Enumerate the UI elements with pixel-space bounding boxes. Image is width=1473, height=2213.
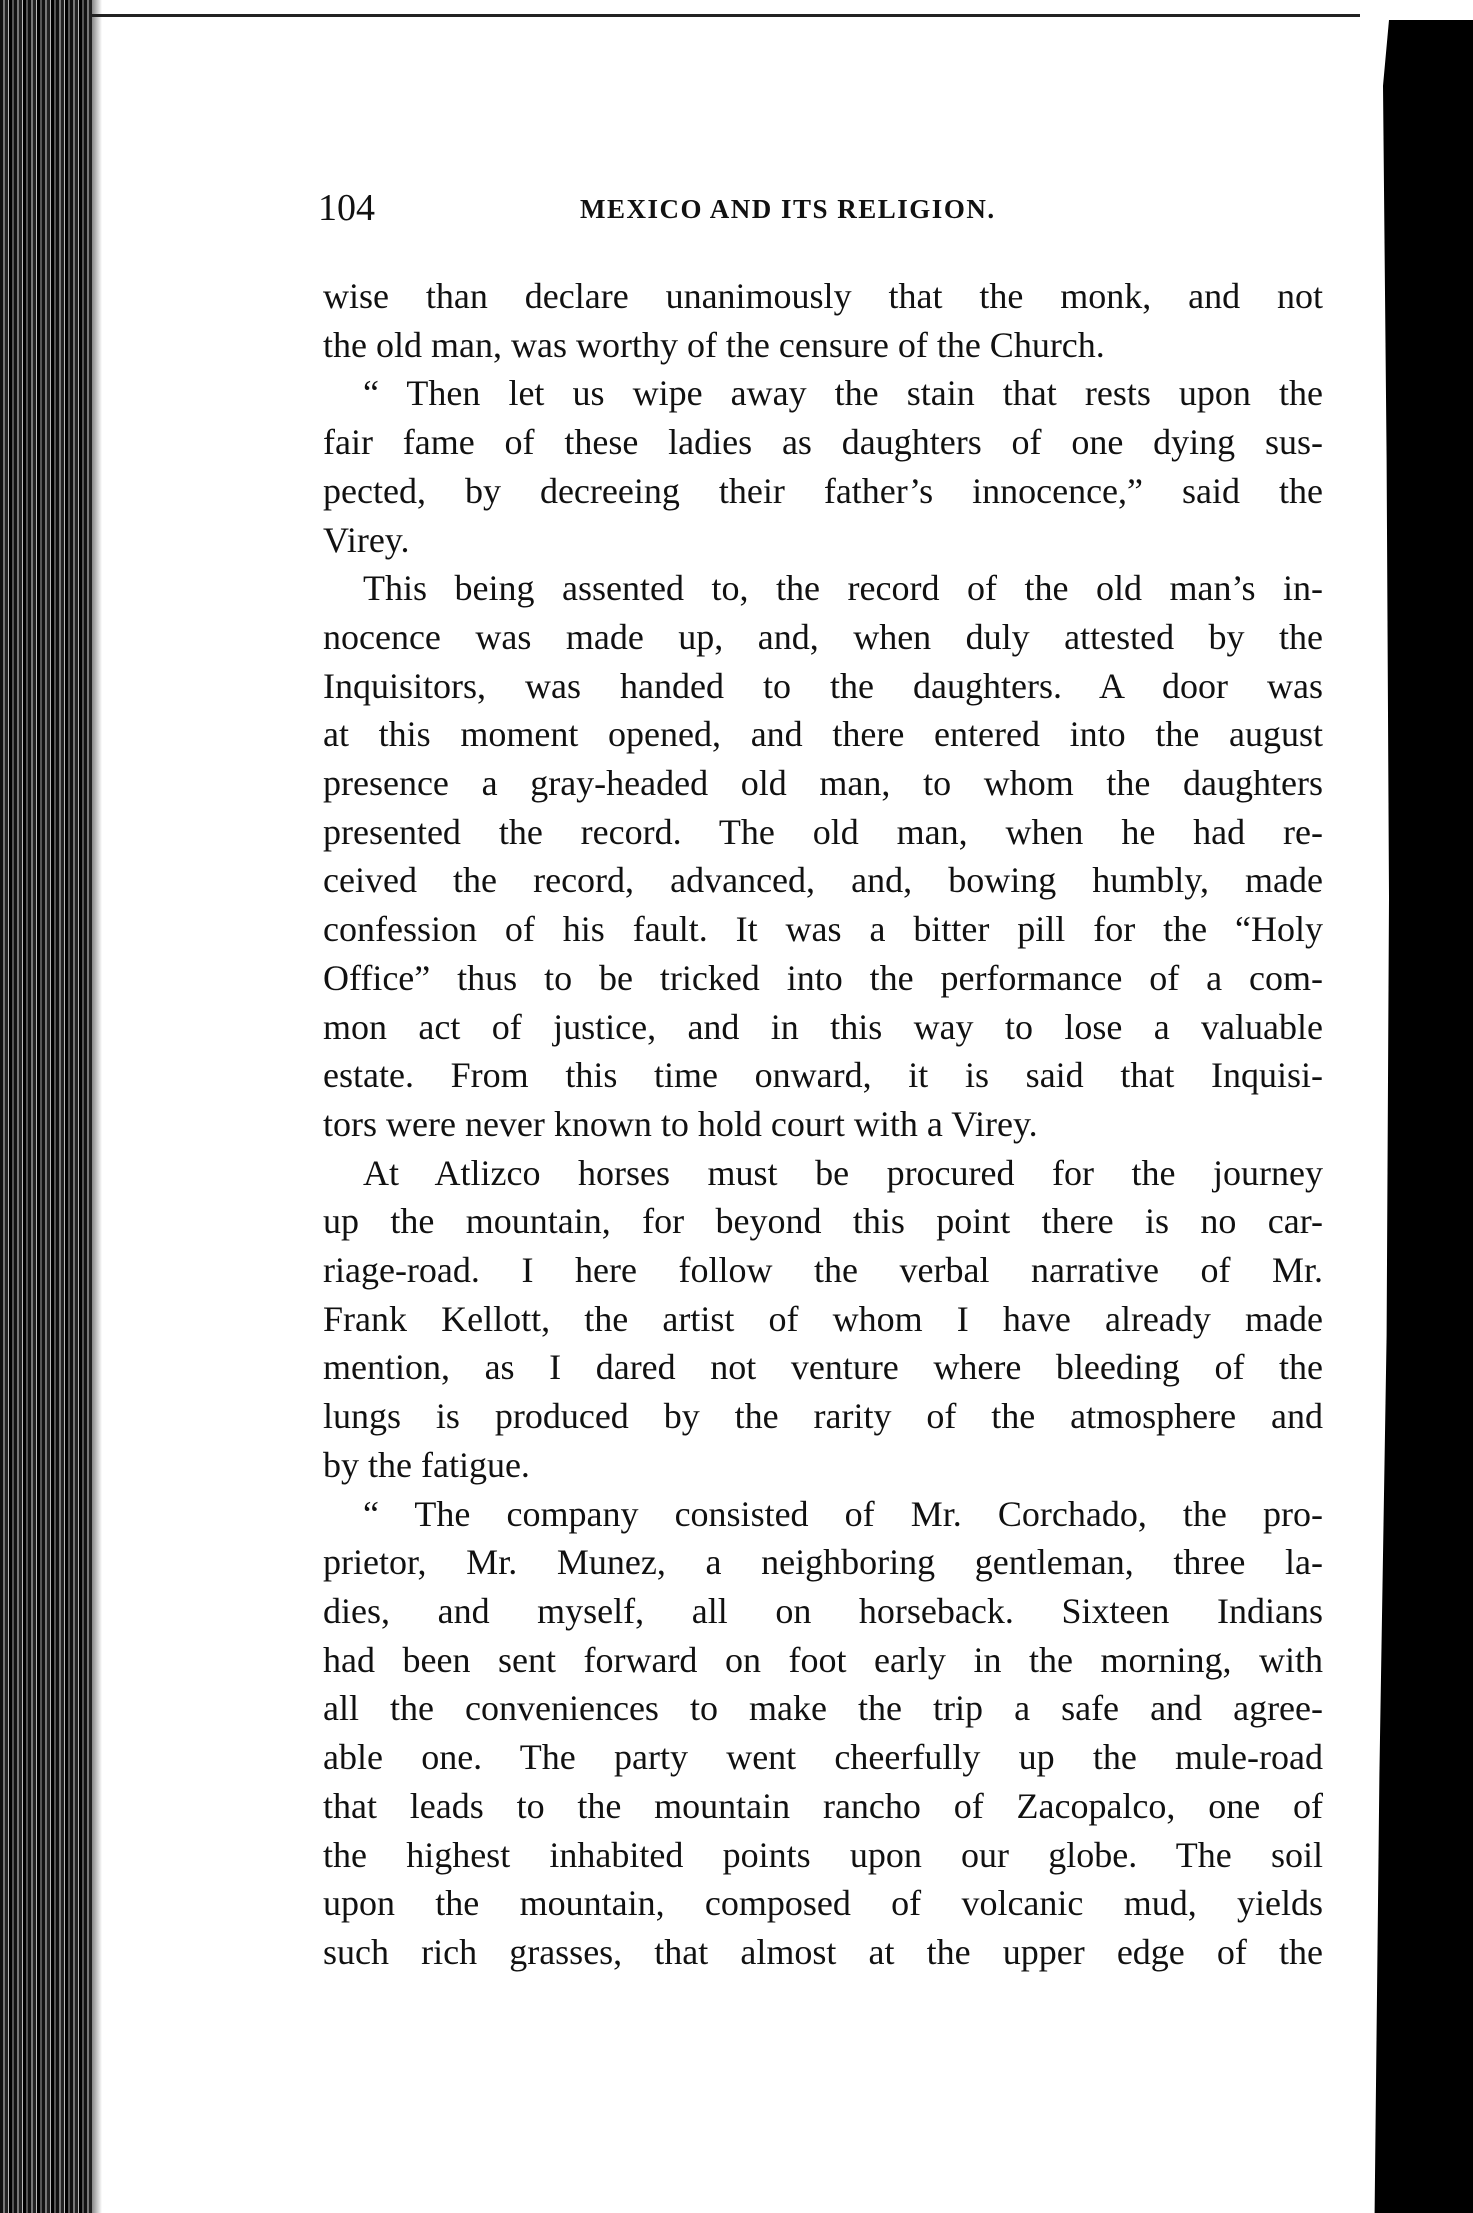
paragraph [323, 564, 1323, 1148]
text-line: Inquisitors, was handed to the daughters. A door was [323, 665, 1323, 706]
text-line: presented the record. The old man, when he had re- [323, 811, 1323, 852]
text-line: such rich grasses, that almost at the upper edge of the [323, 1931, 1323, 1972]
text-line: at this moment opened, and there entered into the august [323, 714, 1323, 755]
text-line: upon the mountain, composed of volcanic mud, yields [323, 1883, 1323, 1924]
text-line: estate. From this time onward, it is said that Inquisi- [323, 1055, 1323, 1096]
text-line: “ Then let us wipe away the stain that rests upon the [363, 373, 1323, 414]
text-line: the old man, was worthy of the censure of the Church. [323, 324, 1105, 365]
text-line: mention, as I dared not venture where bleeding of the [323, 1347, 1323, 1388]
text-line: the highest inhabited points upon our globe. The soil [323, 1834, 1323, 1875]
text-line: Virey. [323, 519, 410, 560]
text-line: fair fame of these ladies as daughters of one dying sus- [323, 422, 1323, 463]
text-line: wise than declare unanimously that the monk, and not [323, 276, 1323, 316]
text-line: riage-road. I here follow the verbal narrative of Mr. [323, 1250, 1323, 1291]
paragraph [323, 1149, 1323, 1490]
text-line: all the conveniences to make the trip a safe and agree- [323, 1688, 1323, 1729]
text-line: that leads to the mountain rancho of Zacopalco, one of [323, 1785, 1323, 1826]
text-line: pected, by decreeing their father’s innocence,” said the [323, 470, 1323, 511]
text-line: confession of his fault. It was a bitter pill for the “Holy [323, 909, 1323, 950]
text-line: up the mountain, for beyond this point there is no car- [323, 1201, 1323, 1242]
text-line: tors were never known to hold court with a Virey. [323, 1103, 1038, 1144]
text-line: “ The company consisted of Mr. Corchado, the pro- [363, 1493, 1323, 1534]
page-top-edge [90, 14, 1360, 17]
text-line: by the fatigue. [323, 1444, 530, 1485]
paragraph [323, 1490, 1323, 1977]
text-line: mon act of justice, and in this way to lose a valuable [323, 1006, 1323, 1047]
text-line: ceived the record, advanced, and, bowing humbly, made [323, 860, 1323, 901]
text-line: At Atlizco horses must be procured for the journey [363, 1152, 1323, 1193]
book-binding-edge [0, 0, 92, 2213]
page-right-shadow [1353, 20, 1473, 2213]
text-line: nocence was made up, and, when duly attested by the [323, 616, 1323, 657]
text-line: lungs is produced by the rarity of the atmosphere and [323, 1396, 1323, 1437]
running-title: MEXICO AND ITS RELIGION. [580, 194, 996, 224]
text-line: This being assented to, the record of the old man’s in- [363, 568, 1323, 609]
text-line: Office” thus to be tricked into the performance of a com- [323, 957, 1323, 998]
text-line: Frank Kellott, the artist of whom I have already made [323, 1298, 1323, 1339]
page-body-text [323, 272, 1323, 1977]
page-header [318, 186, 1328, 230]
text-line: able one. The party went cheerfully up the mule-road [323, 1737, 1323, 1778]
text-line: dies, and myself, all on horseback. Sixteen Indians [323, 1590, 1323, 1631]
text-line: presence a gray-headed old man, to whom the daughters [323, 763, 1323, 804]
page-number: 104 [318, 187, 375, 229]
text-line: had been sent forward on foot early in the morning, with [323, 1639, 1323, 1680]
paragraph [323, 272, 1323, 369]
paragraph [323, 369, 1323, 564]
text-line: prietor, Mr. Munez, a neighboring gentleman, three la- [323, 1542, 1323, 1583]
